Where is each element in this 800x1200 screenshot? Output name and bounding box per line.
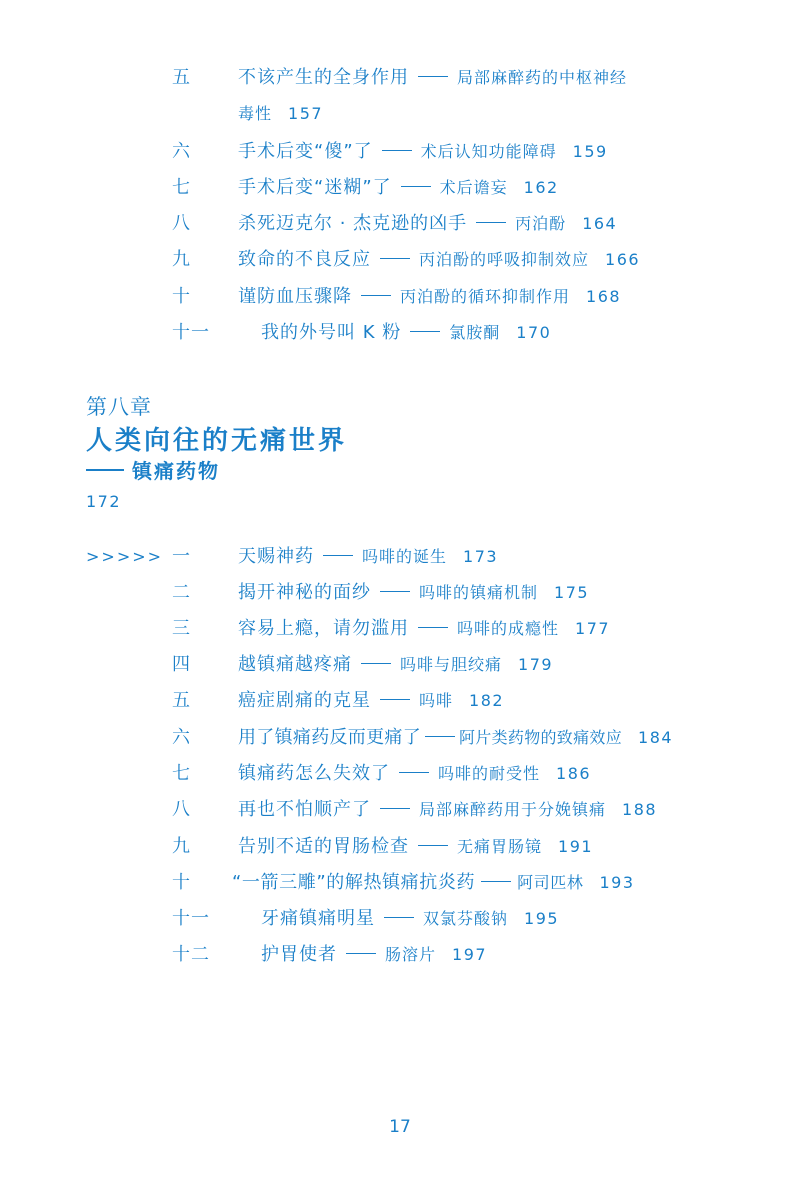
entry-title: 牙痛镇痛明星 [261, 908, 375, 929]
entry-page-number: 195 [524, 909, 560, 928]
entry-subtitle: 术后认知功能障碍 [420, 142, 557, 161]
entry-subtitle: 丙泊酚的循环抑制作用 [400, 287, 571, 306]
entry-title: 再也不怕顺产了 [238, 799, 371, 820]
em-dash [361, 295, 391, 296]
entry-text [238, 542, 498, 572]
em-dash [380, 699, 410, 700]
entry-text [238, 209, 617, 239]
entry-page-number: 157 [288, 104, 324, 123]
entry-title: “一箭三雕”的解热镇痛抗炎药 [232, 872, 476, 893]
entry-title: 癌症剧痛的克星 [238, 690, 371, 711]
entry-page-number: 191 [558, 837, 594, 856]
entry-subtitle: 肠溶片 [385, 945, 437, 964]
entry-subtitle: 局部麻醉药用于分娩镇痛 [419, 800, 607, 819]
entry-number: 八 [172, 799, 191, 820]
entry-page-number: 186 [556, 764, 592, 783]
entry-subtitle: 氯胺酮 [449, 323, 501, 342]
entry-number: 七 [172, 763, 191, 784]
entry-text [232, 868, 635, 898]
entry-number: 十一 [172, 322, 210, 343]
em-dash [361, 663, 391, 664]
em-dash [346, 953, 376, 954]
entry-number: 六 [172, 727, 191, 748]
chapter-label: 第八章 [86, 395, 152, 419]
em-dash [380, 808, 410, 809]
em-dash [382, 150, 412, 151]
entry-text [238, 723, 673, 753]
entry-text [238, 63, 627, 93]
entry-text [238, 282, 621, 312]
chapter-subtitle: 镇痛药物 [132, 459, 220, 483]
entry-title: 手术后变“傻”了 [238, 141, 373, 162]
entry-number: 十二 [172, 944, 210, 965]
chapter-subtitle-line [86, 456, 220, 486]
entry-subtitle: 无痛胃肠镜 [457, 837, 543, 856]
entry-text [238, 137, 608, 167]
entry-number: 四 [172, 654, 191, 675]
current-entry-marker: >>>>> [86, 547, 164, 566]
entry-title: 揭开神秘的面纱 [238, 582, 371, 603]
entry-title: 天赐神药 [238, 546, 314, 567]
em-dash [323, 555, 353, 556]
chapter-page-number: 172 [86, 492, 122, 511]
em-dash [425, 736, 455, 737]
entry-subtitle: 吗啡的诞生 [362, 547, 448, 566]
entry-page-number: 177 [575, 619, 611, 638]
em-dash [401, 186, 431, 187]
entry-page-number: 159 [572, 142, 608, 161]
entry-text [238, 759, 591, 789]
entry-page-number: 175 [554, 583, 590, 602]
entry-number: 二 [172, 582, 191, 603]
entry-subtitle: 吗啡的成瘾性 [457, 619, 560, 638]
entry-text [238, 173, 559, 203]
em-dash [476, 222, 506, 223]
em-dash [384, 917, 414, 918]
chapter-title: 人类向往的无痛世界 [86, 426, 348, 456]
entry-title: 容易上瘾，请勿滥用 [238, 618, 409, 639]
entry-title: 手术后变“迷糊”了 [238, 177, 392, 198]
entry-text [238, 832, 593, 862]
em-dash [380, 258, 410, 259]
em-dash [418, 627, 448, 628]
entry-subtitle: 吗啡的镇痛机制 [419, 583, 539, 602]
em-dash [481, 881, 511, 882]
entry-title: 越镇痛越疼痛 [238, 654, 352, 675]
entry-text [238, 614, 610, 644]
em-dash [86, 469, 124, 471]
entry-page-number: 168 [586, 287, 622, 306]
entry-number: 六 [172, 141, 191, 162]
entry-title: 镇痛药怎么失效了 [238, 763, 390, 784]
em-dash [418, 845, 448, 846]
entry-text [238, 99, 323, 129]
entry-number: 五 [172, 67, 191, 88]
entry-number: 十 [172, 286, 191, 307]
entry-text [238, 795, 657, 825]
entry-text [238, 650, 553, 680]
entry-title: 用了镇痛药反而更痛了 [238, 727, 421, 748]
entry-subtitle: 术后谵妄 [439, 178, 508, 197]
entry-title: 告别不适的胃肠检查 [238, 836, 409, 857]
em-dash [380, 591, 410, 592]
entry-title: 我的外号叫 K 粉 [261, 322, 402, 343]
entry-number: 五 [172, 690, 191, 711]
entry-title: 不该产生的全身作用 [238, 67, 409, 88]
entry-number: 一 [172, 546, 191, 567]
entry-subtitle: 局部麻醉药的中枢神经 [457, 68, 628, 87]
entry-number: 七 [172, 177, 191, 198]
entry-page-number: 193 [599, 873, 635, 892]
entry-subtitle: 丙泊酚 [515, 214, 567, 233]
entry-page-number: 166 [605, 250, 641, 269]
entry-subtitle: 阿片类药物的致痛效应 [459, 728, 623, 747]
entry-page-number: 170 [516, 323, 552, 342]
entry-title: 致命的不良反应 [238, 249, 371, 270]
entry-page-number: 188 [622, 800, 658, 819]
entry-text [261, 318, 551, 348]
entry-title: 杀死迈克尔 · 杰克逊的凶手 [238, 213, 468, 234]
em-dash [399, 772, 429, 773]
page-number: 17 [389, 1117, 411, 1137]
entry-text [261, 904, 559, 934]
entry-subtitle: 双氯芬酸钠 [423, 909, 509, 928]
entry-number: 三 [172, 618, 191, 639]
entry-subtitle: 吗啡 [419, 691, 454, 710]
entry-page-number: 173 [463, 547, 499, 566]
entry-text [261, 940, 487, 970]
entry-number: 九 [172, 249, 191, 270]
entry-subtitle-continued: 毒性 [238, 104, 273, 123]
entry-number: 八 [172, 213, 191, 234]
entry-text [238, 578, 589, 608]
entry-page-number: 164 [582, 214, 618, 233]
entry-page-number: 179 [518, 655, 554, 674]
entry-number: 九 [172, 836, 191, 857]
entry-subtitle: 丙泊酚的呼吸抑制效应 [419, 250, 590, 269]
em-dash [410, 331, 440, 332]
entry-page-number: 182 [469, 691, 505, 710]
entry-subtitle: 阿司匹林 [517, 873, 584, 892]
entry-number: 十一 [172, 908, 210, 929]
entry-page-number: 184 [638, 728, 674, 747]
entry-text [238, 686, 504, 716]
entry-text [238, 245, 640, 275]
entry-subtitle: 吗啡与胆绞痛 [400, 655, 503, 674]
entry-subtitle: 吗啡的耐受性 [438, 764, 541, 783]
entry-title: 护胃使者 [261, 944, 337, 965]
entry-title: 谨防血压骤降 [238, 286, 352, 307]
entry-number: 十 [172, 872, 191, 893]
entry-page-number: 197 [452, 945, 488, 964]
em-dash [418, 76, 448, 77]
entry-page-number: 162 [523, 178, 559, 197]
